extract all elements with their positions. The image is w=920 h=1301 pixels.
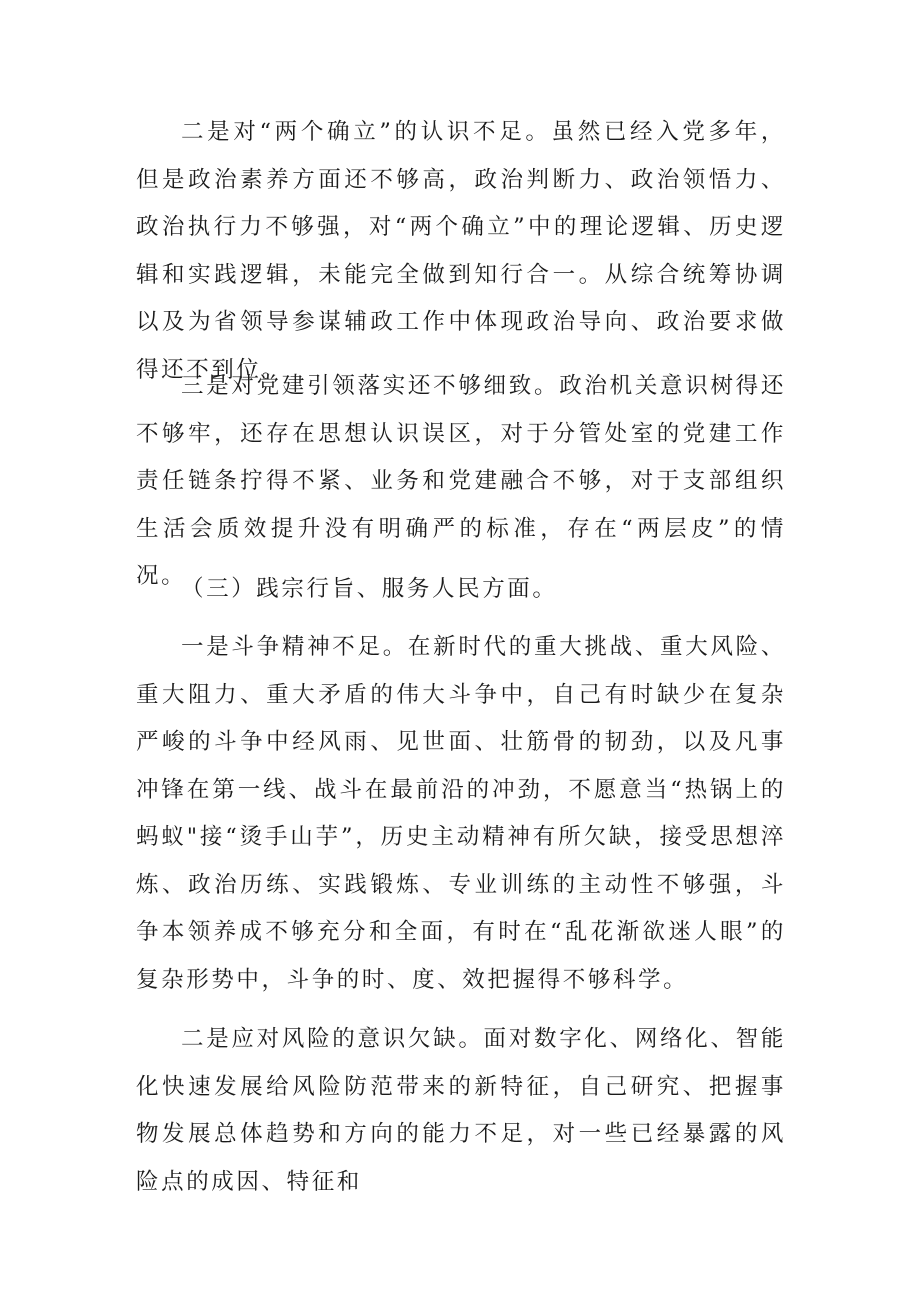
section-heading-serve-people: （三）践宗行旨、服务人民方面。 <box>181 576 558 602</box>
paragraph-two-establishments: 二是对“两个确立”的认识不足。虽然已经入党多年，但是政治素养方面还不够高，政治判断力、政治领悟力、政治执行力不够强，对“两个确立”中的理论逻辑、历史逻辑和实践逻辑，未能完全做到知行合一。从综合统筹协调以及为省领导参谋辅政工作中体现政治导向、政治要求做得还不到位。 <box>136 119 786 383</box>
paragraph-party-building: 三是对党建引领落实还不够细致。政治机关意识树得还不够牢，还存在思想认识误区，对于分管处室的党建工作责任链条拧得不紧、业务和党建融合不够，对于支部组织生活会质效提升没有明确严的标准，存在“两层皮”的情况。 <box>136 373 786 589</box>
paragraph-fighting-spirit: 一是斗争精神不足。在新时代的重大挑战、重大风险、重大阻力、重大矛盾的伟大斗争中，自己有时缺少在复杂严峻的斗争中经风雨、见世面、壮筋骨的韧劲，以及凡事冲锋在第一线、战斗在最前沿的冲劲，不愿意当“热锅上的蚂蚁"接“烫手山芋”，历史主动精神有所欠缺，接受思想淬炼、政治历练、实践锻炼、专业训练的主动性不够强，斗争本领养成不够充分和全面，有时在“乱花渐欲迷人眼”的复杂形势中，斗争的时、度、效把握得不够科学。 <box>136 634 786 993</box>
paragraph-risk-awareness: 二是应对风险的意识欠缺。面对数字化、网络化、智能化快速发展给风险防范带来的新特征，自己研究、把握事物发展总体趋势和方向的能力不足，对一些已经暴露的风险点的成因、特征和 <box>136 1026 786 1195</box>
